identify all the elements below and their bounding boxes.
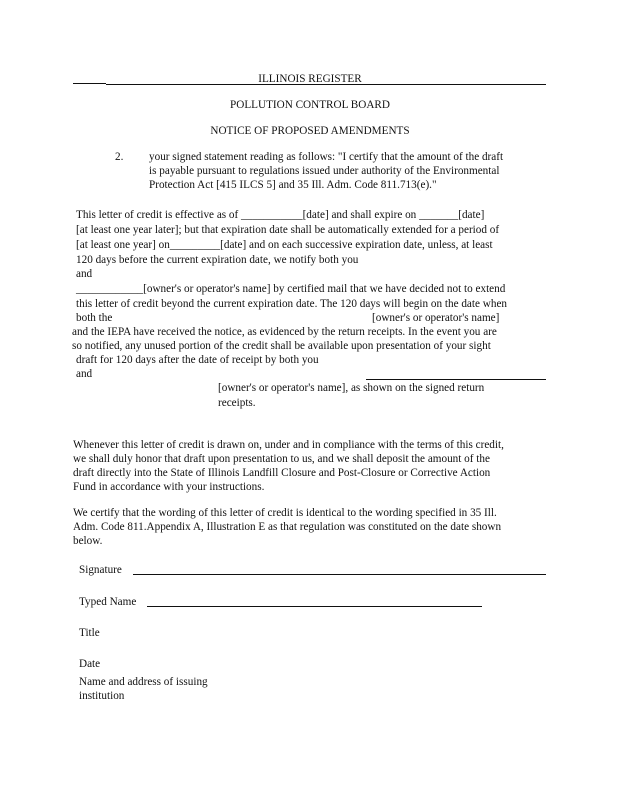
- paragraph-line: We certify that the wording of this letter of credit is identical to the wording specified in 35 Ill.: [73, 507, 497, 519]
- paragraph-line: receipts.: [218, 397, 256, 409]
- paragraph-line: and: [76, 268, 93, 280]
- paragraph-line: [owner's or operator's name]: [372, 312, 500, 324]
- notice-title: NOTICE OF PROPOSED AMENDMENTS: [210, 125, 410, 137]
- title-label: Title: [79, 627, 100, 639]
- header-rule-right: [106, 84, 546, 85]
- paragraph-line: ____________[owner's or operator's name] by certified mail that we have decided not to extend: [76, 283, 506, 295]
- paragraph-line: draft directly into the State of Illinois Landfill Closure and Post-Closure or Corrective Action: [73, 467, 491, 479]
- item-number: 2.: [115, 151, 124, 163]
- paragraph-line: 120 days before the current expiration date, we notify both you: [76, 254, 359, 266]
- paragraph-line: and: [76, 368, 93, 380]
- paragraph-line: both the: [76, 312, 113, 324]
- board-title: POLLUTION CONTROL BOARD: [230, 99, 390, 111]
- institution-label: Name and address of issuing: [79, 676, 208, 688]
- item-text-line: your signed statement reading as follows: "I certify that the amount of the draft: [149, 151, 504, 163]
- item-text-line: is payable pursuant to regulations issued under authority of the Environmental: [149, 165, 500, 177]
- institution-label: institution: [79, 690, 125, 702]
- paragraph-line: This letter of credit is effective as of ___________[date] and shall expire on _______[date]: [76, 209, 485, 221]
- signature-line[interactable]: [133, 574, 546, 575]
- typed-name-label: Typed Name: [79, 596, 137, 608]
- blank-line: [366, 379, 546, 380]
- typed-name-line[interactable]: [147, 606, 482, 607]
- paragraph-line: [owner's or operator's name], as shown on the signed return: [218, 382, 485, 394]
- paragraph-line: we shall duly honor that draft upon presentation to us, and we shall deposit the amount of the: [73, 453, 490, 465]
- signature-label: Signature: [79, 564, 122, 576]
- paragraph-line: Adm. Code 811.Appendix A, Illustration E as that regulation was constituted on the date shown: [73, 521, 502, 533]
- register-title: ILLINOIS REGISTER: [258, 73, 362, 85]
- paragraph-line: [at least one year later]; but that expiration date shall be automatically extended for a period of: [76, 224, 500, 236]
- paragraph-line: and the IEPA have received the notice, as evidenced by the return receipts. In the event you are: [72, 326, 497, 338]
- paragraph-line: [at least one year] on_________[date] and on each successive expiration date, unless, at least: [76, 239, 493, 251]
- date-label: Date: [79, 658, 101, 670]
- paragraph-line: draft for 120 days after the date of receipt by both you: [76, 354, 319, 366]
- paragraph-line: so notified, any unused portion of the credit shall be available upon presentation of your sight: [72, 340, 491, 352]
- paragraph-line: Fund in accordance with your instructions.: [73, 481, 265, 493]
- header-rule-left: [73, 83, 106, 84]
- item-text-line: Protection Act [415 ILCS 5] and 35 Ill. Adm. Code 811.713(e).": [149, 179, 437, 191]
- paragraph-line: Whenever this letter of credit is drawn on, under and in compliance with the terms of this credit,: [73, 439, 504, 451]
- paragraph-line: below.: [73, 535, 103, 547]
- paragraph-line: this letter of credit beyond the current expiration date. The 120 days will begin on the date when: [76, 298, 508, 310]
